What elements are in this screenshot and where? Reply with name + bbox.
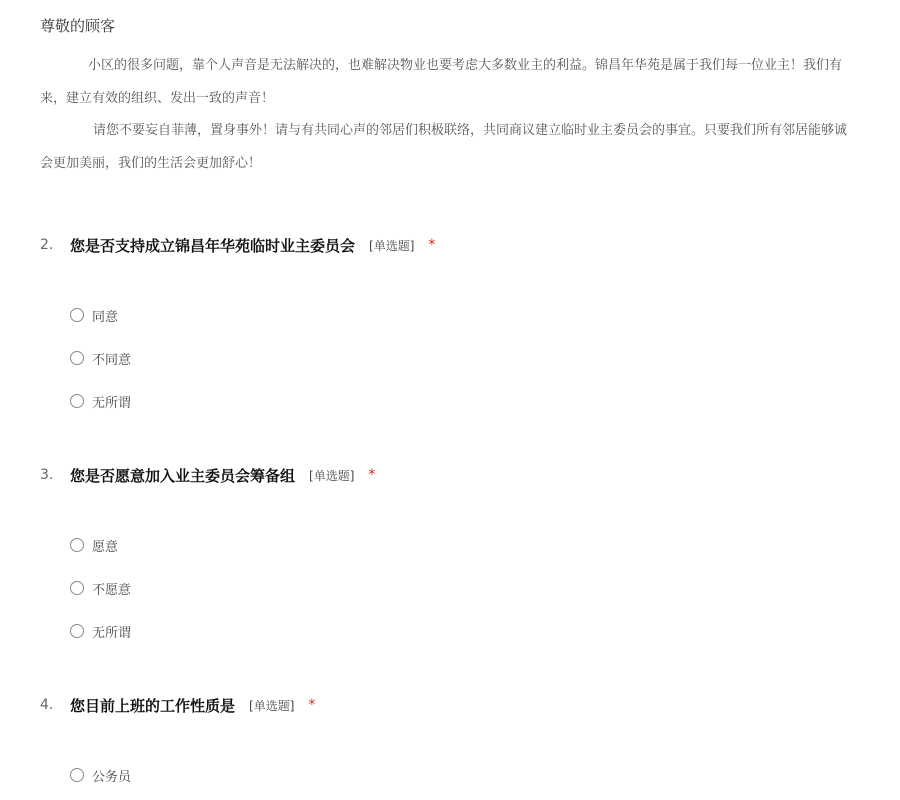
intro-line: 请您不要妄自菲薄，置身事外！请与有共同心声的邻居们积极联络，共同商议建立临时业主委员会的事宜。只要我们所有邻居能够诚 xyxy=(93,123,848,138)
intro-line: 来，建立有效的组织、发出一致的声音！ xyxy=(40,91,275,106)
option-agree[interactable] xyxy=(70,305,118,325)
radio-button[interactable] xyxy=(70,394,84,408)
question-2 xyxy=(40,233,860,413)
question-number: 4. xyxy=(40,697,54,713)
option-label: 愿意 xyxy=(92,539,119,555)
question-number: 2. xyxy=(40,237,54,253)
radio-button[interactable] xyxy=(70,351,84,365)
question-title: 您是否愿意加入业主委员会筹备组 xyxy=(70,466,296,485)
option-label: 不愿意 xyxy=(92,582,132,598)
option-label: 同意 xyxy=(92,309,119,325)
option-label: 无所谓 xyxy=(92,395,132,411)
option-unwilling[interactable] xyxy=(70,578,131,598)
option-label: 无所谓 xyxy=(92,625,132,641)
option-label: 不同意 xyxy=(92,352,132,368)
greeting-heading: 尊敬的顾客 xyxy=(40,17,116,35)
option-civil-servant[interactable] xyxy=(70,765,131,785)
question-3 xyxy=(40,463,860,643)
option-indifferent[interactable] xyxy=(70,391,131,411)
question-title-row xyxy=(40,233,435,257)
option-label: 公务员 xyxy=(92,769,132,785)
radio-button[interactable] xyxy=(70,538,84,552)
question-number: 3. xyxy=(40,467,54,483)
option-willing[interactable] xyxy=(70,535,118,555)
intro-line: 会更加美丽，我们的生活会更加舒心！ xyxy=(40,156,262,171)
question-type-label: [单选题] xyxy=(249,698,295,713)
radio-button[interactable] xyxy=(70,624,84,638)
radio-button[interactable] xyxy=(70,768,84,782)
required-marker: * xyxy=(368,467,376,483)
required-marker: * xyxy=(428,237,436,253)
question-title-row xyxy=(40,693,315,717)
intro-line: 小区的很多问题，靠个人声音是无法解决的，也难解决物业也要考虑大多数业主的利益。锦昌年华苑是属于我们每一位业主！我们有 xyxy=(88,58,843,73)
question-title-row xyxy=(40,463,375,487)
question-type-label: [单选题] xyxy=(309,468,355,483)
question-title: 您目前上班的工作性质是 xyxy=(70,696,236,715)
radio-button[interactable] xyxy=(70,581,84,595)
required-marker: * xyxy=(308,697,316,713)
intro-paragraph xyxy=(40,56,900,186)
option-indifferent[interactable] xyxy=(70,621,131,641)
option-disagree[interactable] xyxy=(70,348,131,368)
radio-button[interactable] xyxy=(70,308,84,322)
question-4 xyxy=(40,693,860,793)
question-title: 您是否支持成立锦昌年华苑临时业主委员会 xyxy=(70,236,356,255)
question-type-label: [单选题] xyxy=(369,238,415,253)
